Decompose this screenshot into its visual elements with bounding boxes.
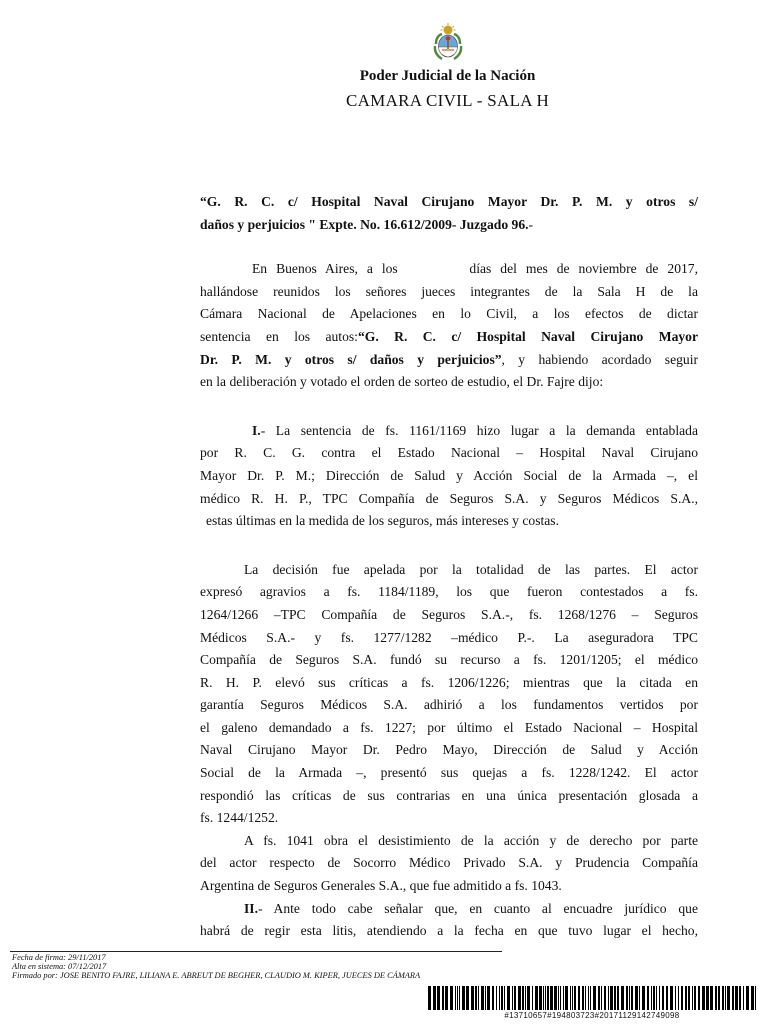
signature-footer xyxy=(12,953,420,981)
intro-line-4-plain: sentencia en los autos: xyxy=(200,328,358,344)
barcode-icon xyxy=(428,986,756,1010)
para-2-line-3: 1264/1266 –TPC Compañía de Seguros S.A.-, fs. 1268/1276 – Seguros xyxy=(200,606,698,622)
para-2-line-11: respondió las críticas de sus contrarias en una única presentación glosada a xyxy=(200,787,698,803)
barcode-number: #13710657#194803723#20171129142749098 xyxy=(504,1011,680,1020)
section-1-line-4: médico R. H. P., TPC Compañía de Seguros S.A. y Seguros Médicos S.A., xyxy=(200,490,698,506)
section-1-line-5: estas últimas en la medida de los seguros, más intereses y costas. xyxy=(206,513,559,529)
intro-line-5-plain: , y habiendo acordado seguir xyxy=(501,351,699,367)
para-2-line-6: R. H. P. elevó sus críticas a fs. 1206/1226; mientras que la citada en xyxy=(200,674,698,690)
para-3-line-3: Argentina de Seguros Generales S.A., que fue admitido a fs. 1043. xyxy=(200,878,562,894)
para-2-line-1: La decisión fue apelada por la totalidad de las partes. El actor xyxy=(244,561,698,577)
case-caption-line-1: “G. R. C. c/ Hospital Naval Cirujano Mayor Dr. P. M. y otros s/ xyxy=(200,194,698,209)
section-2-line-1 xyxy=(200,898,698,921)
para-2-line-9: Naval Cirujano Mayor Dr. Pedro Mayo, Dirección de Salud y Acción xyxy=(200,742,698,758)
chamber-title: CAMARA CIVIL - SALA H xyxy=(345,91,550,110)
intro-line-6: en la deliberación y votado el orden de sorteo de estudio, el Dr. Fajre dijo: xyxy=(200,374,604,390)
intro-line-4-bold: “G. R. C. c/ Hospital Naval Cirujano Mayor xyxy=(357,328,698,344)
section-1-line-1-text: - La sentencia de fs. 1161/1169 hizo lugar a la demanda entablada xyxy=(260,422,698,438)
institution-title: Poder Judicial de la Nación xyxy=(359,68,536,84)
argentina-coat-of-arms-icon xyxy=(428,22,468,62)
signed-date: Fecha de firma: 29/11/2017 xyxy=(12,953,106,962)
signed-by: Firmado por: JOSE BENITO FAJRE, LILIANA E. ABREUT DE BEGHER, CLAUDIO M. KIPER, JUECES DE CÁMARA xyxy=(12,971,421,981)
section-1-line-3: Mayor Dr. P. M.; Dirección de Salud y Acción Social de la Armada –, el xyxy=(200,467,698,483)
intro-line-5 xyxy=(200,349,698,372)
section-1-numeral: I. xyxy=(252,422,261,438)
para-3-line-1: A fs. 1041 obra el desistimiento de la acción y de derecho por parte xyxy=(244,832,698,848)
footer-divider xyxy=(10,951,502,952)
section-2-line-2: habrá de regir esta litis, atendiendo a la fecha en que tuvo lugar el hecho, xyxy=(200,923,698,939)
section-1-line-2: por R. C. G. contra el Estado Nacional – Hospital Naval Cirujano xyxy=(200,445,698,461)
section-2-numeral: II. xyxy=(244,900,258,916)
intro-line-5-bold: Dr. P. M. y otros s/ daños y perjuicios” xyxy=(200,351,502,367)
section-1-line-1 xyxy=(200,420,698,443)
para-2-line-8: el galeno demandado a fs. 1227; por último el Estado Nacional – Hospital xyxy=(200,719,698,735)
para-2-line-12: fs. 1244/1252. xyxy=(200,810,279,826)
para-2-line-10: Social de la Armada –, presentó sus quejas a fs. 1228/1242. El actor xyxy=(200,765,698,781)
para-2-line-5: Compañía de Seguros S.A. fundó su recurso a fs. 1201/1205; el médico xyxy=(200,652,698,668)
case-caption-bold: daños y perjuicios " Expte. No. 16.612/2009- Juzgado 96. xyxy=(200,216,529,232)
case-caption-line-2 xyxy=(200,214,698,237)
para-3-line-2: del actor respecto de Socorro Médico Privado S.A. y Prudencia Compañía xyxy=(200,855,698,871)
section-2-line-1-text: - Ante todo cabe señalar que, en cuanto al encuadre jurídico que xyxy=(257,900,698,916)
document-body xyxy=(200,191,698,943)
para-2-line-2: expresó agravios a fs. 1184/1189, los que fueron contestados a fs. xyxy=(200,584,698,600)
intro-line-1: En Buenos Aires, a los días del mes de noviembre de 2017, xyxy=(252,261,698,277)
intro-line-4 xyxy=(200,326,698,349)
system-date: Alta en sistema: 07/12/2017 xyxy=(12,962,107,972)
intro-line-3: Cámara Nacional de Apelaciones en lo Civil, a los efectos de dictar xyxy=(200,306,698,322)
para-2-line-4: Médicos S.A.- y fs. 1277/1282 –médico P.-. La aseguradora TPC xyxy=(200,629,698,645)
para-2-line-7: garantía Seguros Médicos S.A. adhirió a los fundamentos vertidos por xyxy=(200,697,698,713)
case-caption-tail: - xyxy=(528,216,534,232)
intro-line-2: hallándose reunidos los señores jueces integrantes de la Sala H de la xyxy=(200,283,698,299)
